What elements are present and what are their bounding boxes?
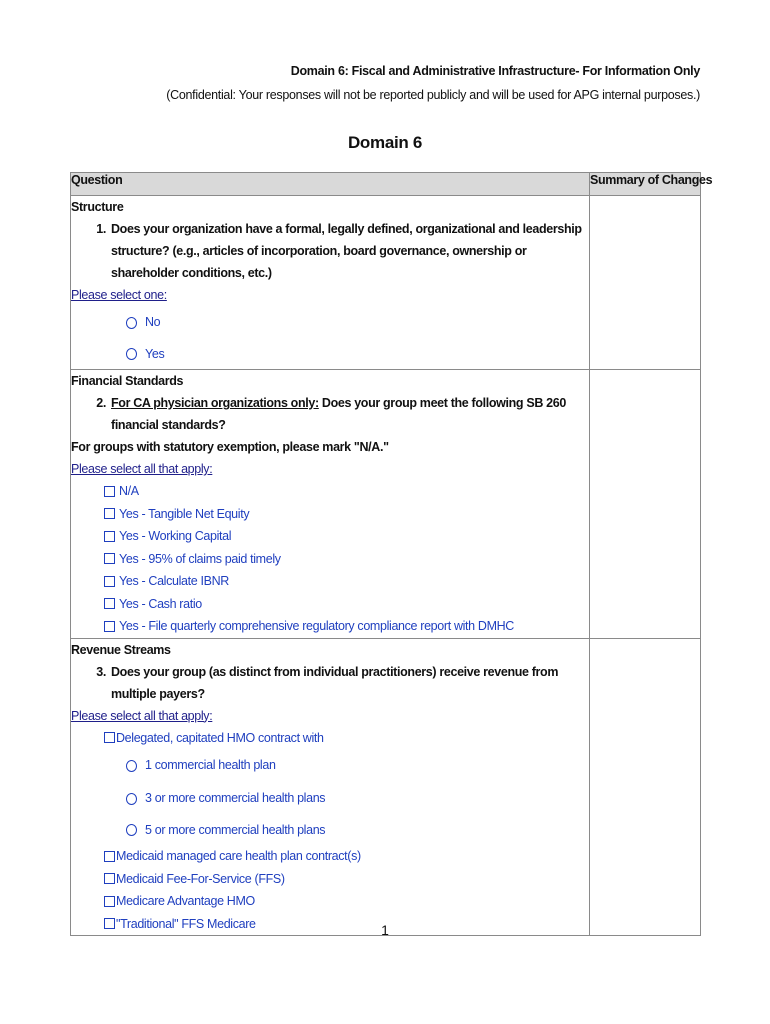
table-row-revenue-streams — [71, 638, 701, 936]
checkbox-icon[interactable] — [104, 553, 115, 564]
radio-button-icon[interactable] — [126, 348, 137, 360]
page-title: Domain 6 — [347, 133, 423, 152]
option-label: Yes - Cash ratio — [119, 596, 202, 611]
option-label: Yes - File quarterly comprehensive regulatory compliance report with DMHC — [119, 619, 514, 633]
question-number: 1. — [96, 222, 106, 236]
checkbox-compliance-report[interactable] — [71, 615, 589, 638]
checkbox-na[interactable] — [71, 480, 589, 503]
question-text: Does your group (as distinct from individual practitioners) receive revenue from multiple payers? — [111, 664, 559, 701]
option-label: 1 commercial health plan — [145, 758, 276, 772]
option-label: No — [145, 315, 161, 329]
radio-button-icon[interactable] — [126, 793, 137, 805]
question-1 — [71, 218, 589, 284]
option-5-commercial-plans[interactable] — [71, 815, 589, 845]
checkbox-calculate-ibnr[interactable] — [71, 570, 589, 593]
radio-button-icon[interactable] — [126, 760, 137, 772]
radio-button-icon[interactable] — [126, 317, 137, 329]
option-label: Medicare Advantage HMO — [116, 894, 255, 908]
checkbox-medicare-advantage[interactable] — [71, 890, 589, 913]
instruction-select-all: Please select all that apply: — [71, 708, 213, 723]
question-text: Does your organization have a formal, legally defined, organizational and leadership structure? (e.g., articles of incorporation, board governance, ownership or shareholder conditions, etc.) — [111, 222, 582, 280]
section-heading-revenue: Revenue Streams — [71, 642, 171, 657]
checkbox-icon[interactable] — [104, 598, 115, 609]
checkbox-icon[interactable] — [104, 486, 115, 497]
question-number: 3. — [96, 664, 106, 679]
option-label: Delegated, capitated HMO contract with — [116, 730, 324, 745]
header-confidential-note: (Confidential: Your responses will not be reported publicly and will be used for APG internal purposes.) — [166, 88, 700, 102]
option-label: Yes - 95% of claims paid timely — [119, 551, 281, 566]
question-2-exemption-note: For groups with statutory exemption, please mark "N/A." — [71, 440, 389, 454]
option-1-commercial-plan[interactable] — [71, 749, 589, 782]
option-label: Yes - Working Capital — [119, 529, 232, 543]
checkbox-icon[interactable] — [104, 896, 115, 907]
option-label: 5 or more commercial health plans — [145, 823, 326, 837]
table-row-financial-standards — [71, 370, 701, 639]
checkbox-icon[interactable] — [104, 621, 115, 632]
section-heading-structure: Structure — [71, 200, 124, 214]
checkbox-medicaid-ffs[interactable] — [71, 868, 589, 891]
checkbox-icon[interactable] — [104, 508, 115, 519]
option-3-commercial-plans[interactable] — [71, 782, 589, 815]
section-heading-financial: Financial Standards — [71, 374, 184, 388]
option-label: Yes — [145, 347, 165, 361]
option-label: N/A — [119, 484, 139, 498]
page-number: 1 — [381, 922, 389, 938]
option-label: 3 or more commercial health plans — [145, 791, 326, 805]
column-header-question: Question — [71, 173, 590, 196]
checkbox-tangible-net-equity[interactable] — [71, 503, 589, 526]
radio-button-icon[interactable] — [126, 824, 137, 836]
checkbox-icon[interactable] — [104, 531, 115, 542]
questionnaire-table — [70, 172, 713, 936]
checkbox-claims-paid-timely[interactable] — [71, 548, 589, 571]
option-label: "Traditional" FFS Medicare — [116, 916, 256, 931]
question-number: 2. — [96, 396, 106, 410]
summary-cell-structure[interactable] — [590, 196, 701, 370]
header-title: Domain 6: Fiscal and Administrative Infrastructure- For Information Only — [290, 64, 700, 78]
option-label: Medicaid managed care health plan contract(s) — [116, 849, 361, 863]
checkbox-icon[interactable] — [104, 873, 115, 884]
question-underlined-text: For CA physician organizations only: — [111, 396, 319, 410]
checkbox-icon[interactable] — [104, 732, 115, 743]
option-no[interactable] — [71, 306, 589, 339]
question-text — [111, 392, 589, 436]
question-3 — [71, 661, 589, 705]
checkbox-medicaid-managed-care[interactable] — [71, 845, 589, 868]
option-yes[interactable] — [71, 339, 589, 369]
option-label: Yes - Calculate IBNR — [119, 574, 229, 588]
table-row-structure — [71, 196, 701, 370]
question-rest-text: Does your group meet the following SB 260 financial standards? — [111, 396, 566, 432]
checkbox-cash-ratio[interactable] — [71, 593, 589, 616]
checkbox-working-capital[interactable] — [71, 525, 589, 548]
option-label: Yes - Tangible Net Equity — [119, 506, 250, 521]
column-header-summary: Summary of Changes — [590, 173, 701, 196]
option-label: Medicaid Fee-For-Service (FFS) — [116, 871, 285, 886]
checkbox-delegated-hmo[interactable] — [71, 727, 589, 750]
table-header-row — [71, 173, 701, 196]
summary-cell-financial[interactable] — [590, 370, 701, 639]
checkbox-icon[interactable] — [104, 851, 115, 862]
instruction-select-all: Please select all that apply: — [71, 462, 213, 476]
summary-cell-revenue[interactable] — [590, 638, 701, 936]
instruction-select-one: Please select one: — [71, 288, 167, 302]
checkbox-icon[interactable] — [104, 576, 115, 587]
question-2 — [71, 392, 589, 436]
